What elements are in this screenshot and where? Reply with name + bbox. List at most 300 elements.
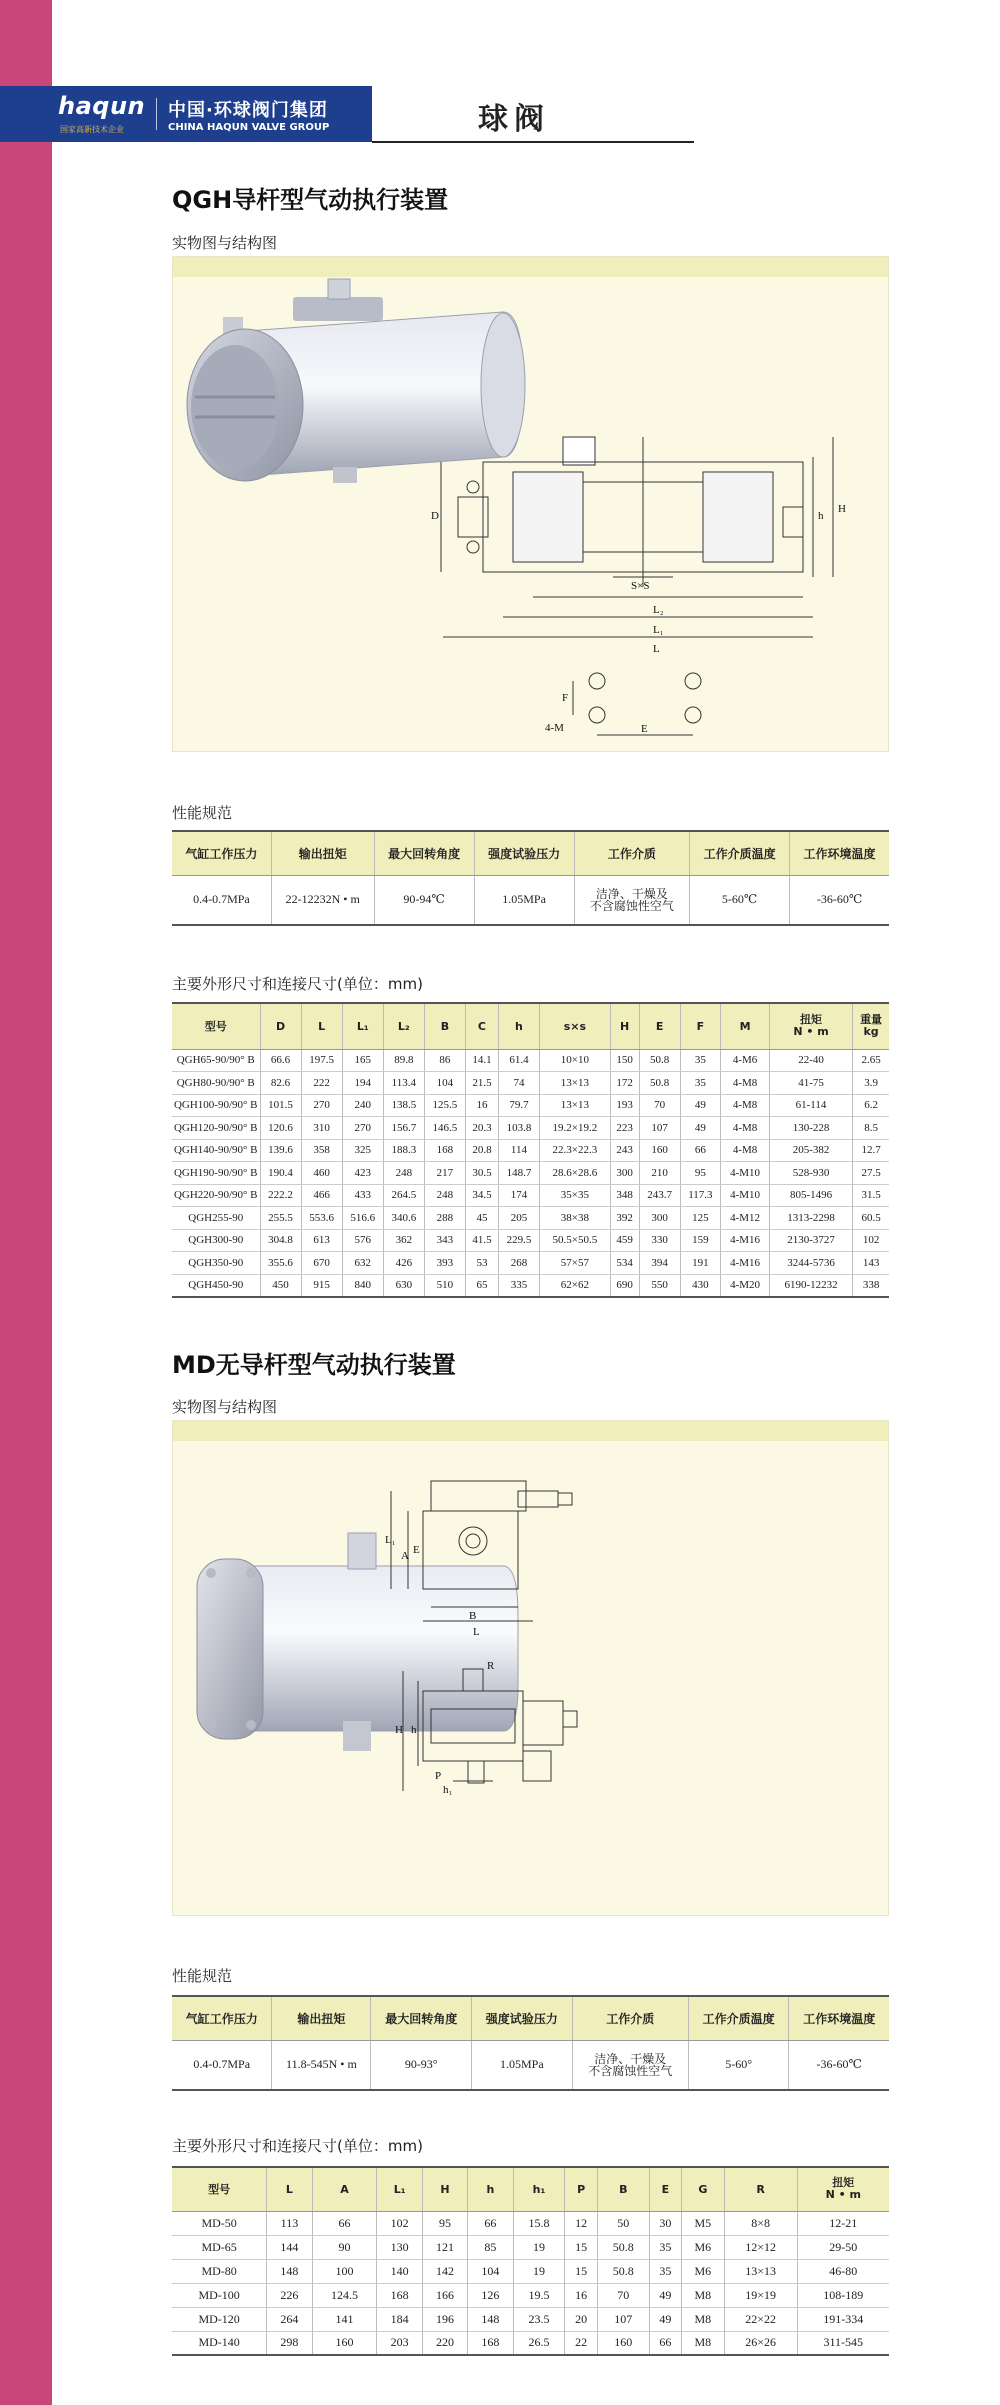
table-cell: 50.8	[597, 2235, 649, 2259]
spec-value-medium: 洁净、干燥及 不含腐蚀性空气	[574, 875, 690, 925]
dims-header: B	[597, 2167, 649, 2211]
dims-header: E	[639, 1003, 680, 1049]
table-cell: 4-M6	[721, 1049, 770, 1072]
table-cell: 393	[424, 1252, 465, 1275]
left-color-band	[0, 0, 52, 2405]
table-cell: 165	[342, 1049, 383, 1072]
table-cell: 104	[424, 1072, 465, 1095]
table-cell: 141	[312, 2307, 377, 2331]
spec-header: 输出扭矩	[271, 831, 374, 875]
table-cell: 113.4	[383, 1072, 424, 1095]
table-cell: 191	[680, 1252, 720, 1275]
table-cell: 288	[424, 1207, 465, 1230]
label-L: L	[473, 1626, 480, 1638]
table-cell: 243.7	[639, 1184, 680, 1207]
table-cell: 4-M8	[721, 1094, 770, 1117]
spec-value: -36-60℃	[790, 875, 889, 925]
spec-value: 5-60℃	[690, 875, 790, 925]
table-cell: 325	[342, 1139, 383, 1162]
brand-tagline: 国家高新技术企业	[60, 125, 124, 134]
table-cell: 210	[639, 1162, 680, 1185]
table-cell: 66	[680, 1139, 720, 1162]
table-cell: 217	[424, 1162, 465, 1185]
table-cell: 148	[267, 2259, 312, 2283]
dims-header: s×s	[540, 1003, 611, 1049]
table-cell: 46-80	[797, 2259, 889, 2283]
table-cell: 459	[610, 1229, 639, 1252]
table-cell: M8	[682, 2307, 725, 2331]
table-cell: 12-21	[797, 2211, 889, 2235]
spec-value: 11.8-545N • m	[272, 2040, 371, 2090]
dims-header: H	[422, 2167, 467, 2211]
table-cell: 2.65	[853, 1049, 889, 1072]
table-cell: 22.3×22.3	[540, 1139, 611, 1162]
table-cell: 66	[649, 2331, 681, 2355]
md-spec-title: 性能规范	[172, 1967, 233, 1985]
spec-header: 气缸工作压力	[172, 831, 271, 875]
page-header	[0, 86, 700, 142]
table-cell: 4-M12	[721, 1207, 770, 1230]
spec-header: 最大回转角度	[371, 1996, 472, 2040]
model-cell: QGH450-90	[172, 1274, 260, 1297]
table-cell: 191-334	[797, 2307, 889, 2331]
table-cell: 4-M8	[721, 1139, 770, 1162]
table-cell: 197.5	[301, 1049, 342, 1072]
model-cell: QGH350-90	[172, 1252, 260, 1275]
table-cell: 26.5	[513, 2331, 565, 2355]
label-h: h	[818, 510, 824, 522]
table-row	[172, 2259, 889, 2283]
table-row	[172, 2283, 889, 2307]
qgh-drawing-labels	[431, 503, 846, 735]
dims-header: L₁	[342, 1003, 383, 1049]
table-cell: 89.8	[383, 1049, 424, 1072]
table-cell: 576	[342, 1229, 383, 1252]
table-cell: 114	[498, 1139, 539, 1162]
table-cell: 392	[610, 1207, 639, 1230]
table-cell: 20.3	[465, 1117, 498, 1140]
table-cell: 35×35	[540, 1184, 611, 1207]
table-cell: 203	[377, 2331, 422, 2355]
table-cell: 79.7	[498, 1094, 539, 1117]
model-cell: QGH220-90/90° B	[172, 1184, 260, 1207]
dims-header: 型号	[172, 1003, 260, 1049]
md-figure-panel	[172, 1420, 889, 1916]
dims-header: M	[721, 1003, 770, 1049]
table-row	[172, 1252, 889, 1275]
spec-value: 1.05MPa	[472, 2040, 573, 2090]
table-cell: 340.6	[383, 1207, 424, 1230]
table-cell: 107	[597, 2307, 649, 2331]
model-cell: QGH80-90/90° B	[172, 1072, 260, 1095]
table-cell: 125.5	[424, 1094, 465, 1117]
table-cell: 915	[301, 1274, 342, 1297]
table-cell: 6190-12232	[769, 1274, 852, 1297]
qgh-section-title: QGH导杆型气动执行装置	[172, 186, 449, 214]
md-figure	[173, 1421, 890, 1917]
table-cell: 121	[422, 2235, 467, 2259]
table-cell: 15	[565, 2235, 597, 2259]
table-cell: 4-M8	[721, 1072, 770, 1095]
label-E: E	[641, 723, 648, 735]
table-cell: 95	[422, 2211, 467, 2235]
table-cell: 62×62	[540, 1274, 611, 1297]
table-cell: 49	[680, 1117, 720, 1140]
table-cell: 61-114	[769, 1094, 852, 1117]
table-cell: 102	[853, 1229, 889, 1252]
table-cell: 139.6	[260, 1139, 301, 1162]
spec-header: 输出扭矩	[272, 1996, 371, 2040]
table-cell: 156.7	[383, 1117, 424, 1140]
spec-value: 90-93°	[371, 2040, 472, 2090]
table-cell: 13×13	[724, 2259, 797, 2283]
table-cell: 22-40	[769, 1049, 852, 1072]
table-cell: 160	[597, 2331, 649, 2355]
table-cell: 143	[853, 1252, 889, 1275]
table-cell: 1313-2298	[769, 1207, 852, 1230]
table-cell: 19.5	[513, 2283, 565, 2307]
table-cell: 264.5	[383, 1184, 424, 1207]
spec-header: 气缸工作压力	[172, 1996, 272, 2040]
spec-header: 强度试验压力	[474, 831, 574, 875]
spec-header: 工作介质	[574, 831, 690, 875]
table-cell: 28.6×28.6	[540, 1162, 611, 1185]
table-cell: 174	[498, 1184, 539, 1207]
table-cell: 60.5	[853, 1207, 889, 1230]
dims-header: h₁	[513, 2167, 565, 2211]
md-actuator-photo	[197, 1533, 518, 1751]
md-dims-title: 主要外形尺寸和连接尺寸(单位：mm)	[172, 2137, 423, 2155]
table-cell: 108-189	[797, 2283, 889, 2307]
table-cell: 15.8	[513, 2211, 565, 2235]
table-cell: 31.5	[853, 1184, 889, 1207]
table-cell: 12×12	[724, 2235, 797, 2259]
table-cell: 20	[565, 2307, 597, 2331]
table-cell: 50.8	[597, 2259, 649, 2283]
model-cell: MD-65	[172, 2235, 267, 2259]
label-F: F	[562, 692, 569, 704]
dims-header: R	[724, 2167, 797, 2211]
brand-banner	[0, 86, 372, 142]
dims-header: D	[260, 1003, 301, 1049]
table-cell: M6	[682, 2259, 725, 2283]
table-cell: 168	[468, 2331, 513, 2355]
table-cell: 49	[680, 1094, 720, 1117]
table-cell: 101.5	[260, 1094, 301, 1117]
table-cell: 338	[853, 1274, 889, 1297]
table-cell: 30.5	[465, 1162, 498, 1185]
table-cell: 268	[498, 1252, 539, 1275]
spec-value: 22-12232N • m	[271, 875, 374, 925]
label-L2: L₂	[653, 604, 664, 616]
table-row	[172, 1184, 889, 1207]
model-cell: QGH120-90/90° B	[172, 1117, 260, 1140]
table-cell: 240	[342, 1094, 383, 1117]
table-cell: 22	[565, 2331, 597, 2355]
table-cell: 125	[680, 1207, 720, 1230]
model-cell: MD-140	[172, 2331, 267, 2355]
table-cell: 300	[639, 1207, 680, 1230]
table-cell: 45	[465, 1207, 498, 1230]
spec-value: 90-94℃	[374, 875, 474, 925]
table-cell: 148	[468, 2307, 513, 2331]
spec-header: 工作介质	[572, 1996, 688, 2040]
logo-divider	[156, 98, 157, 130]
md-dims-table	[172, 2166, 889, 2356]
dims-header: L	[267, 2167, 312, 2211]
table-cell: 120.6	[260, 1117, 301, 1140]
md-figure-caption: 实物图与结构图	[172, 1398, 278, 1416]
table-cell: 343	[424, 1229, 465, 1252]
table-cell: M8	[682, 2283, 725, 2307]
qgh-spec-title: 性能规范	[172, 804, 233, 822]
md-section-title: MD无导杆型气动执行装置	[172, 1351, 456, 1379]
qgh-dims-title: 主要外形尺寸和连接尺寸(单位：mm)	[172, 975, 423, 993]
table-row	[172, 1162, 889, 1185]
table-cell: 222	[301, 1072, 342, 1095]
spec-header: 工作介质温度	[688, 1996, 789, 2040]
spec-value: 1.05MPa	[474, 875, 574, 925]
table-cell: 150	[610, 1049, 639, 1072]
table-cell: 49	[649, 2283, 681, 2307]
table-cell: 61.4	[498, 1049, 539, 1072]
table-cell: 14.1	[465, 1049, 498, 1072]
table-cell: 4-M10	[721, 1162, 770, 1185]
model-cell: MD-50	[172, 2211, 267, 2235]
table-cell: 466	[301, 1184, 342, 1207]
table-cell: 805-1496	[769, 1184, 852, 1207]
qgh-spec-table	[172, 830, 889, 926]
table-cell: 19	[513, 2235, 565, 2259]
table-cell: 190.4	[260, 1162, 301, 1185]
table-cell: 65	[465, 1274, 498, 1297]
model-cell: QGH300-90	[172, 1229, 260, 1252]
table-cell: 102	[377, 2211, 422, 2235]
table-cell: 166	[422, 2283, 467, 2307]
model-cell: MD-100	[172, 2283, 267, 2307]
table-cell: 107	[639, 1117, 680, 1140]
table-cell: 433	[342, 1184, 383, 1207]
table-cell: 362	[383, 1229, 424, 1252]
table-cell: 430	[680, 1274, 720, 1297]
qgh-figure	[173, 257, 890, 753]
model-cell: QGH140-90/90° B	[172, 1139, 260, 1162]
dims-header: 型号	[172, 2167, 267, 2211]
table-cell: 100	[312, 2259, 377, 2283]
table-cell: 423	[342, 1162, 383, 1185]
dims-header: h	[498, 1003, 539, 1049]
dims-header: B	[424, 1003, 465, 1049]
table-cell: 264	[267, 2307, 312, 2331]
table-cell: 4-M16	[721, 1252, 770, 1275]
table-cell: 90	[312, 2235, 377, 2259]
table-cell: 630	[383, 1274, 424, 1297]
table-cell: 12	[565, 2211, 597, 2235]
dims-header: h	[468, 2167, 513, 2211]
table-cell: 82.6	[260, 1072, 301, 1095]
table-cell: 193	[610, 1094, 639, 1117]
table-cell: 243	[610, 1139, 639, 1162]
table-cell: 27.5	[853, 1162, 889, 1185]
label-A: A	[401, 1550, 409, 1562]
spec-value: 0.4-0.7MPa	[172, 2040, 272, 2090]
md-spec-table	[172, 1995, 889, 2091]
table-cell: 159	[680, 1229, 720, 1252]
table-cell: 130-228	[769, 1117, 852, 1140]
dims-header: A	[312, 2167, 377, 2211]
spec-value: 0.4-0.7MPa	[172, 875, 271, 925]
label-D: D	[431, 510, 439, 522]
dims-header: E	[649, 2167, 681, 2211]
table-cell: 255.5	[260, 1207, 301, 1230]
table-cell: 140	[377, 2259, 422, 2283]
table-cell: 160	[312, 2331, 377, 2355]
table-cell: 130	[377, 2235, 422, 2259]
spec-value: 5-60°	[688, 2040, 789, 2090]
table-cell: 35	[680, 1049, 720, 1072]
table-cell: 35	[649, 2259, 681, 2283]
spec-header: 工作环境温度	[790, 831, 889, 875]
table-cell: 35	[649, 2235, 681, 2259]
model-cell: QGH255-90	[172, 1207, 260, 1230]
table-row	[172, 1229, 889, 1252]
table-row	[172, 1207, 889, 1230]
table-row	[172, 2211, 889, 2235]
table-cell: 95	[680, 1162, 720, 1185]
qgh-figure-panel	[172, 256, 889, 752]
table-cell: 50.8	[639, 1049, 680, 1072]
table-cell: 690	[610, 1274, 639, 1297]
table-cell: 355.6	[260, 1252, 301, 1275]
qgh-actuator-photo	[187, 279, 525, 483]
table-cell: 23.5	[513, 2307, 565, 2331]
table-cell: 2130-3727	[769, 1229, 852, 1252]
table-cell: 450	[260, 1274, 301, 1297]
table-cell: 172	[610, 1072, 639, 1095]
table-row	[172, 2235, 889, 2259]
table-cell: 632	[342, 1252, 383, 1275]
table-cell: 335	[498, 1274, 539, 1297]
spec-value: -36-60℃	[789, 2040, 889, 2090]
table-cell: 270	[342, 1117, 383, 1140]
table-cell: 124.5	[312, 2283, 377, 2307]
table-cell: 138.5	[383, 1094, 424, 1117]
table-cell: 248	[383, 1162, 424, 1185]
table-row	[172, 2307, 889, 2331]
table-cell: 70	[639, 1094, 680, 1117]
table-row	[172, 1274, 889, 1297]
model-cell: QGH190-90/90° B	[172, 1162, 260, 1185]
table-cell: 117.3	[680, 1184, 720, 1207]
table-cell: 516.6	[342, 1207, 383, 1230]
table-cell: 13×13	[540, 1072, 611, 1095]
table-cell: 142	[422, 2259, 467, 2283]
qgh-figure-caption: 实物图与结构图	[172, 234, 278, 252]
table-cell: 50	[597, 2211, 649, 2235]
dims-header: G	[682, 2167, 725, 2211]
table-cell: 330	[639, 1229, 680, 1252]
table-cell: 270	[301, 1094, 342, 1117]
table-row	[172, 1094, 889, 1117]
table-cell: 534	[610, 1252, 639, 1275]
table-cell: 311-545	[797, 2331, 889, 2355]
table-cell: 528-930	[769, 1162, 852, 1185]
table-cell: 50.8	[639, 1072, 680, 1095]
table-cell: 19.2×19.2	[540, 1117, 611, 1140]
table-cell: 38×38	[540, 1207, 611, 1230]
table-cell: 41.5	[465, 1229, 498, 1252]
table-cell: 168	[377, 2283, 422, 2307]
label-P: P	[435, 1770, 442, 1782]
table-cell: 226	[267, 2283, 312, 2307]
table-cell: 229.5	[498, 1229, 539, 1252]
model-cell: MD-80	[172, 2259, 267, 2283]
table-row	[172, 2331, 889, 2355]
table-cell: 4-M10	[721, 1184, 770, 1207]
table-cell: 205-382	[769, 1139, 852, 1162]
dims-header-torque: 扭矩 N • m	[769, 1003, 852, 1049]
table-cell: 168	[424, 1139, 465, 1162]
table-row	[172, 1049, 889, 1072]
label-H: H	[838, 503, 846, 515]
table-cell: 113	[267, 2211, 312, 2235]
table-cell: 34.5	[465, 1184, 498, 1207]
table-cell: 30	[649, 2211, 681, 2235]
table-cell: 3.9	[853, 1072, 889, 1095]
table-cell: 358	[301, 1139, 342, 1162]
table-cell: 144	[267, 2235, 312, 2259]
table-cell: 223	[610, 1117, 639, 1140]
table-cell: 6.2	[853, 1094, 889, 1117]
dims-header-weight: 重量 kg	[853, 1003, 889, 1049]
table-cell: 49	[649, 2307, 681, 2331]
table-cell: 53	[465, 1252, 498, 1275]
table-cell: 20.8	[465, 1139, 498, 1162]
table-cell: 12.7	[853, 1139, 889, 1162]
table-cell: 205	[498, 1207, 539, 1230]
table-cell: 16	[465, 1094, 498, 1117]
company-name-en: CHINA HAQUN VALVE GROUP	[168, 122, 330, 133]
table-cell: 13×13	[540, 1094, 611, 1117]
label-H: H	[395, 1724, 403, 1736]
dims-header: F	[680, 1003, 720, 1049]
table-cell: 460	[301, 1162, 342, 1185]
dims-header-torque: 扭矩 N • m	[797, 2167, 889, 2211]
table-cell: 85	[468, 2235, 513, 2259]
label-L1: L₁	[385, 1534, 396, 1546]
dims-header: P	[565, 2167, 597, 2211]
table-cell: 35	[680, 1072, 720, 1095]
table-cell: 41-75	[769, 1072, 852, 1095]
company-name-cn: 中国·环球阀门集团	[168, 100, 328, 121]
table-cell: 196	[422, 2307, 467, 2331]
dims-header: L₂	[383, 1003, 424, 1049]
spec-header: 强度试验压力	[472, 1996, 573, 2040]
table-cell: 66.6	[260, 1049, 301, 1072]
table-cell: 104	[468, 2259, 513, 2283]
table-cell: M8	[682, 2331, 725, 2355]
table-cell: 74	[498, 1072, 539, 1095]
table-cell: 16	[565, 2283, 597, 2307]
table-cell: 21.5	[465, 1072, 498, 1095]
table-cell: 19	[513, 2259, 565, 2283]
table-cell: 222.2	[260, 1184, 301, 1207]
header-rule	[372, 141, 694, 143]
label-M: 4-M	[545, 722, 564, 734]
table-cell: 22×22	[724, 2307, 797, 2331]
label-B: B	[469, 1610, 477, 1622]
table-cell: 184	[377, 2307, 422, 2331]
